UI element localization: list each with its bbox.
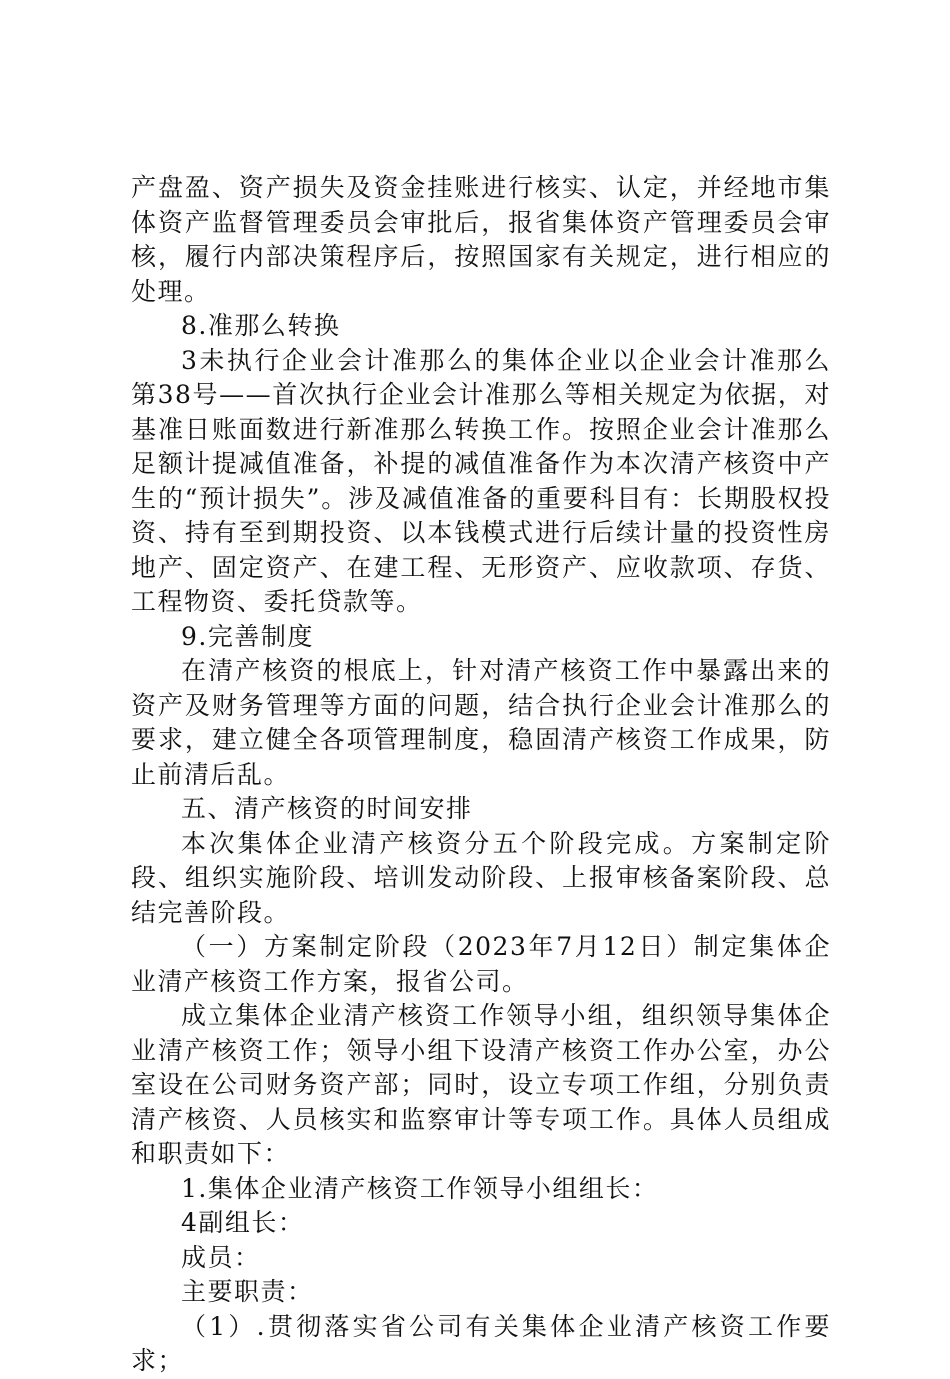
paragraph: （一）方案制定阶段（2023年7月12日）制定集体企业清产核资工作方案，报省公司。	[131, 932, 831, 996]
list-item: 1.集体企业清产核资工作领导小组组长：	[181, 1173, 659, 1203]
paragraph: 在清产核资的根底上，针对清产核资工作中暴露出来的资产及财务管理等方面的问题，结合执行企业会计准那么的要求，建立健全各项管理制度，稳固清产核资工作成果，防止前清后乱。	[131, 656, 831, 789]
section-heading-5: 五、清产核资的时间安排	[181, 794, 473, 823]
section-heading-8: 8.准那么转换	[181, 311, 341, 340]
list-item: 主要职责：	[181, 1277, 314, 1306]
section-heading-9: 9.完善制度	[181, 621, 314, 651]
document-body	[131, 171, 831, 1379]
list-item: （1）.贯彻落实省公司有关集体企业清产核资工作要求；	[131, 1311, 831, 1375]
paragraph: 成立集体企业清产核资工作领导小组，组织领导集体企业清产核资工作；领导小组下设清产核资工作办公室，办公室设在公司财务资产部；同时，设立专项工作组，分别负责清产核资、人员核实和监察审计等专项工作。具体人员组成和职责如下：	[131, 1001, 831, 1168]
list-item: 成员：	[181, 1242, 261, 1272]
list-item: 4副组长：	[181, 1208, 305, 1237]
paragraph: 本次集体企业清产核资分五个阶段完成。方案制定阶段、组织实施阶段、培训发动阶段、上报审核备案阶段、总结完善阶段。	[131, 828, 831, 927]
paragraph: 3未执行企业会计准那么的集体企业以企业会计准那么第38号——首次执行企业会计准那么等相关规定为依据，对基准日账面数进行新准那么转换工作。按照企业会计准那么足额计提减值准备，补提的减值准备作为本次清产核资中产生的“预计损失”。涉及减值准备的重要科目有：长期股权投资、持有至到期投资、以本钱模式进行后续计量的投资性房地产、固定资产、在建工程、无形资产、应收款项、存货、工程物资、委托贷款等。	[131, 345, 831, 616]
paragraph: 产盘盈、资产损失及资金挂账进行核实、认定，并经地市集体资产监督管理委员会审批后，报省集体资产管理委员会审核，履行内部决策程序后，按照国家有关规定，进行相应的处理。	[131, 173, 831, 306]
